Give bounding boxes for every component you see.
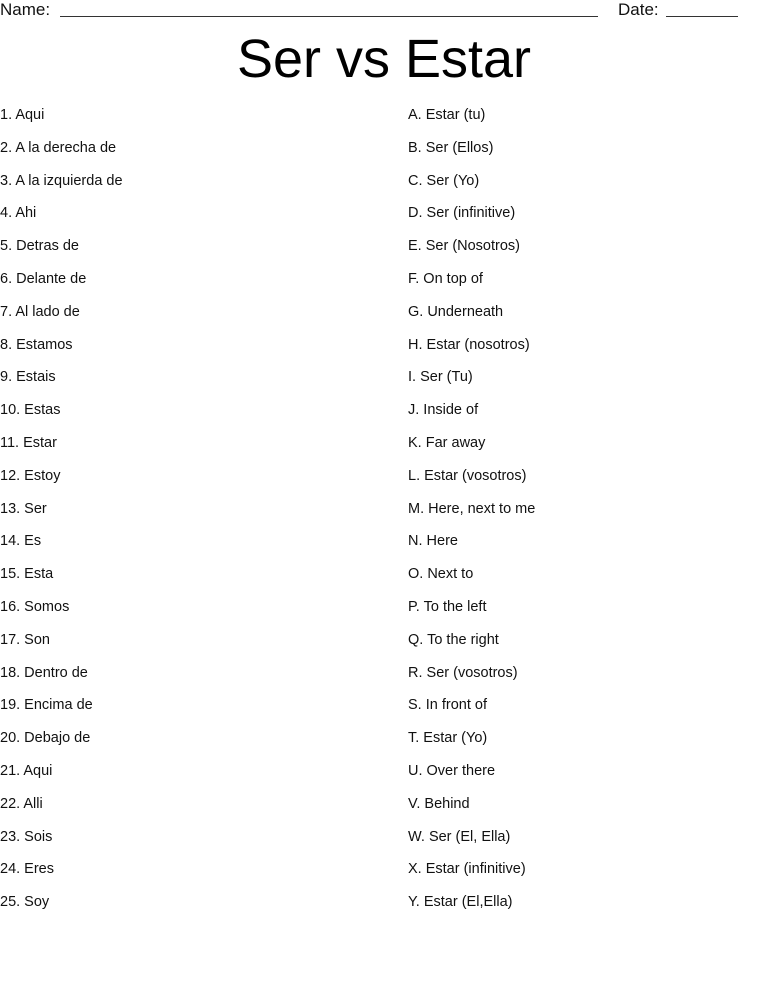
definition-item: L. Estar (vosotros) <box>408 467 527 484</box>
term-item: 15. Esta <box>0 566 54 583</box>
definition-item: Y. Estar (El,Ella) <box>408 894 513 911</box>
name-blank-line <box>60 16 598 17</box>
definition-item: H. Estar (nosotros) <box>408 336 530 353</box>
term-item: 12. Estoy <box>0 467 61 484</box>
definition-item: V. Behind <box>408 795 470 812</box>
term-item: 3. A la izquierda de <box>0 172 123 189</box>
definition-item: S. In front of <box>408 697 487 714</box>
term-item: 21. Aqui <box>0 762 53 779</box>
term-item: 1. Aqui <box>0 107 45 123</box>
term-item: 14. Es <box>0 533 42 550</box>
definition-item: J. Inside of <box>408 402 479 419</box>
term-item: 23. Sois <box>0 828 53 845</box>
term-item: 17. Son <box>0 631 50 648</box>
term-item: 13. Ser <box>0 500 47 517</box>
definition-item: G. Underneath <box>408 303 504 320</box>
term-item: 16. Somos <box>0 598 70 615</box>
definition-item: U. Over there <box>408 762 496 779</box>
worksheet-header <box>0 0 768 22</box>
definition-item: K. Far away <box>408 434 486 451</box>
term-item: 19. Encima de <box>0 697 93 714</box>
definition-item: D. Ser (infinitive) <box>408 205 516 222</box>
definition-item: T. Estar (Yo) <box>408 730 488 747</box>
definition-item: N. Here <box>408 533 458 550</box>
name-label: Name: <box>0 0 51 19</box>
term-item: 5. Detras de <box>0 238 79 255</box>
term-item: 22. Alli <box>0 795 43 812</box>
term-item: 4. Ahi <box>0 205 37 222</box>
definition-item: F. On top of <box>408 270 483 287</box>
term-item: 20. Debajo de <box>0 730 91 747</box>
term-item: 11. Estar <box>0 434 57 451</box>
terms-list <box>0 106 380 926</box>
definition-item: X. Estar (infinitive) <box>408 861 526 878</box>
term-item: 7. Al lado de <box>0 303 80 320</box>
definition-item: W. Ser (El, Ella) <box>408 828 511 845</box>
term-item: 2. A la derecha de <box>0 139 117 156</box>
term-item: 10. Estas <box>0 402 61 419</box>
term-item: 25. Soy <box>0 894 50 911</box>
term-item: 18. Dentro de <box>0 664 88 681</box>
definition-item: M. Here, next to me <box>408 500 536 517</box>
definition-item: C. Ser (Yo) <box>408 172 480 189</box>
definition-item: Q. To the right <box>408 631 499 648</box>
definition-item: E. Ser (Nosotros) <box>408 238 520 255</box>
term-item: 9. Estais <box>0 369 56 386</box>
worksheet-title: Ser vs Estar <box>236 29 532 89</box>
definition-item: R. Ser (vosotros) <box>408 664 518 681</box>
date-blank-line <box>666 16 738 17</box>
term-item: 8. Estamos <box>0 336 73 353</box>
term-item: 24. Eres <box>0 861 54 878</box>
definition-item: I. Ser (Tu) <box>408 369 473 386</box>
date-label: Date: <box>618 0 659 19</box>
definition-item: A. Estar (tu) <box>408 107 486 123</box>
definition-item: B. Ser (Ellos) <box>408 139 494 156</box>
definition-item: O. Next to <box>408 566 474 583</box>
term-item: 6. Delante de <box>0 270 87 287</box>
definition-item: P. To the left <box>408 598 487 615</box>
definitions-list <box>408 106 758 926</box>
